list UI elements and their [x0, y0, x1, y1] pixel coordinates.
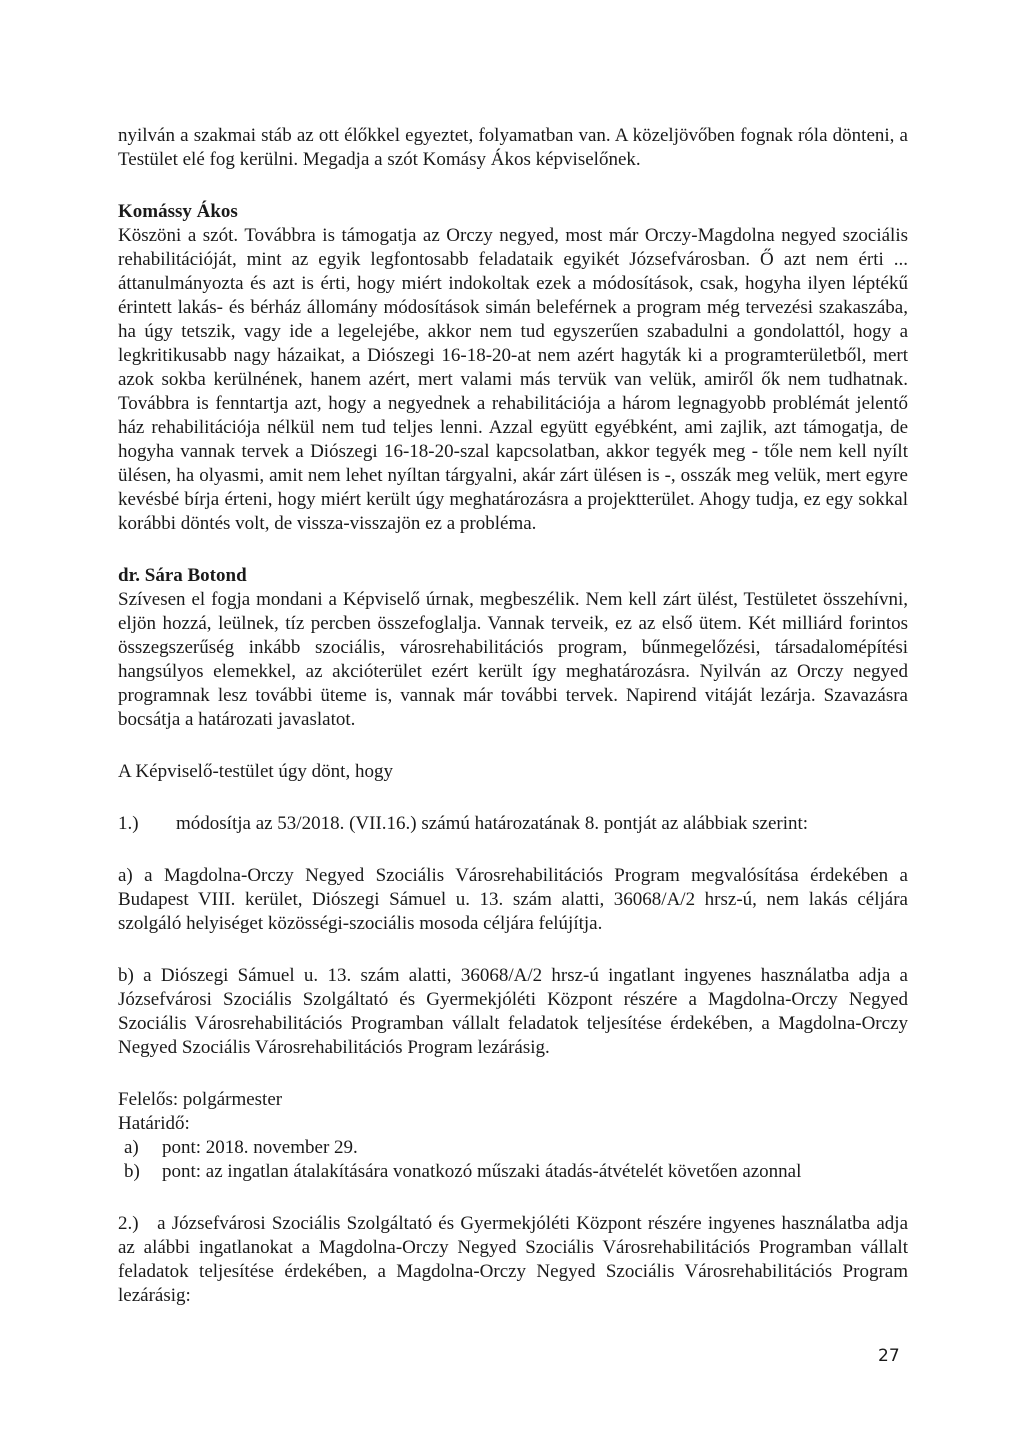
item-text: [118, 1212, 908, 1308]
intro-paragraph: nyilván a szakmai stáb az ott élőkkel egyeztet, folyamatban van. A közeljövőben fognak róla dönteni, a Testület elé fog kerülni. Megadja a szót Komásy Ákos képviselőnek.: [118, 125, 908, 170]
deadline-item: [118, 1160, 908, 1184]
item-2-text: a Józsefvárosi Szociális Szolgáltató és Gyermekjóléti Központ részére ingyenes használatba adja az alábbi ingatlanokat a Magdolna-Orczy Negyed Szociális Városrehabilitációs Programban vállalt feladatok teljesítése érdekében, a Magdolna-Orczy Negyed Szociális Városrehabilitációs Program lezárásig:: [118, 1213, 909, 1306]
responsible-line: Felelős: polgármester: [118, 1089, 283, 1110]
item-number: 1.): [118, 813, 139, 834]
resolution-item-2: [118, 1212, 908, 1308]
sub-point-a: a) a Magdolna-Orczy Negyed Szociális Városrehabilitációs Program megvalósítása érdekében a Budapest VIII. kerület, Diószegi Sámuel u. 13. szám alatti, 36068/A/2 hrsz-ú, nem lakás céljára szolgáló helyiséget közösségi-szociális mosoda céljára felújítja.: [118, 865, 908, 934]
item-text: módosítja az 53/2018. (VII.16.) számú határozatának 8. pontját az alábbiak szerint:: [176, 813, 809, 834]
page-number: 27: [878, 1346, 900, 1366]
deadline-text: pont: 2018. november 29.: [162, 1137, 358, 1158]
deadline-letter: b): [124, 1161, 140, 1182]
speaker-statement: Köszöni a szót. Továbbra is támogatja az Orczy negyed, most már Orczy-Magdolna negyed szociális rehabilitációját, mint az egyik legfontosabb feladataik egyikét Józsefvárosban. Ő azt nem érti ... áttanulmányozta és azt is érti, hogy miért indokoltak ezek a módosítások, csak, hogyha ilyen léptékű érintett lakás- és bérház állomány módosítások simán beleférnek a program még tervezési szakaszába, ha úgy tetszik, vagy ide a legelejébe, akkor nem tud egyszerűen szabadulni a gondolattól, hogy a legkritikusabb nagy házaikat, a Diószegi 16-18-20-at nem azért hagyták ki a programterületből, mert azok sokba kerülnének, hanem azért, mert valami más tervük van velük, amiről ők nem tudhatnak. Továbbra is fenntartja azt, hogy a negyednek a rehabilitációja a három legnagyobb problémát jelentő ház rehabilitációja nélkül nem tud teljes lenni. Azzal együtt egyébként, ami zajlik, azt támogatja, de hogyha vannak tervek a Diószegi 16-18-20-szal kapcsolatban, akkor tegyék meg - tőle nem kell nyílt ülésen, ha olyasmi, amit nem lehet nyíltan tárgyalni, akár zárt ülésen is -, osszák meg velük, mert egyre kevésbé bírja érteni, hogy miért került úgy meghatározásra a projektterület. Ahogy tudja, ez egy sokkal korábbi döntés volt, de vissza-visszajön ez a probléma.: [118, 225, 908, 534]
speaker-name: dr. Sára Botond: [118, 565, 247, 586]
speaker-statement: Szívesen el fogja mondani a Képviselő úrnak, megbeszélik. Nem kell zárt ülést, Testületet összehívni, eljön hozzá, leülnek, tíz percben összefoglalja. Vannak terveik, ez az első ütem. Két milliárd forintos összegszerűség inkább szociális, városrehabilitációs program, bűnmegelőzési, társadalomépítési hangsúlyos elemekkel, az akcióterület ezért került így meghatározásra. Nyilván az Orczy negyed programnak lesz további üteme is, vannak már további tervek. Napirend vitáját lezárja. Szavazásra bocsátja a határozati javaslatot.: [118, 589, 908, 730]
document-page: [118, 124, 908, 1308]
resolution-item-1: [118, 812, 908, 836]
deadline-letter: a): [124, 1137, 139, 1158]
deadline-text: pont: az ingatlan átalakítására vonatkozó műszaki átadás-átvételét követően azonnal: [162, 1161, 802, 1182]
sub-point-b: b) a Diószegi Sámuel u. 13. szám alatti, 36068/A/2 hrsz-ú ingatlant ingyenes használatba adja a Józsefvárosi Szociális Szolgáltató és Gyermekjóléti Központ részére a Magdolna-Orczy Negyed Szociális Városrehabilitációs Programban vállalt feladatok teljesítése érdekében, a Magdolna-Orczy Negyed Szociális Városrehabilitációs Program lezárásig.: [118, 965, 908, 1058]
deadline-item: [118, 1136, 908, 1160]
speaker-name: Komássy Ákos: [118, 201, 238, 222]
decision-intro: A Képviselő-testület úgy dönt, hogy: [118, 761, 393, 782]
deadline-label: Határidő:: [118, 1113, 190, 1134]
item-number: 2.): [118, 1213, 139, 1234]
